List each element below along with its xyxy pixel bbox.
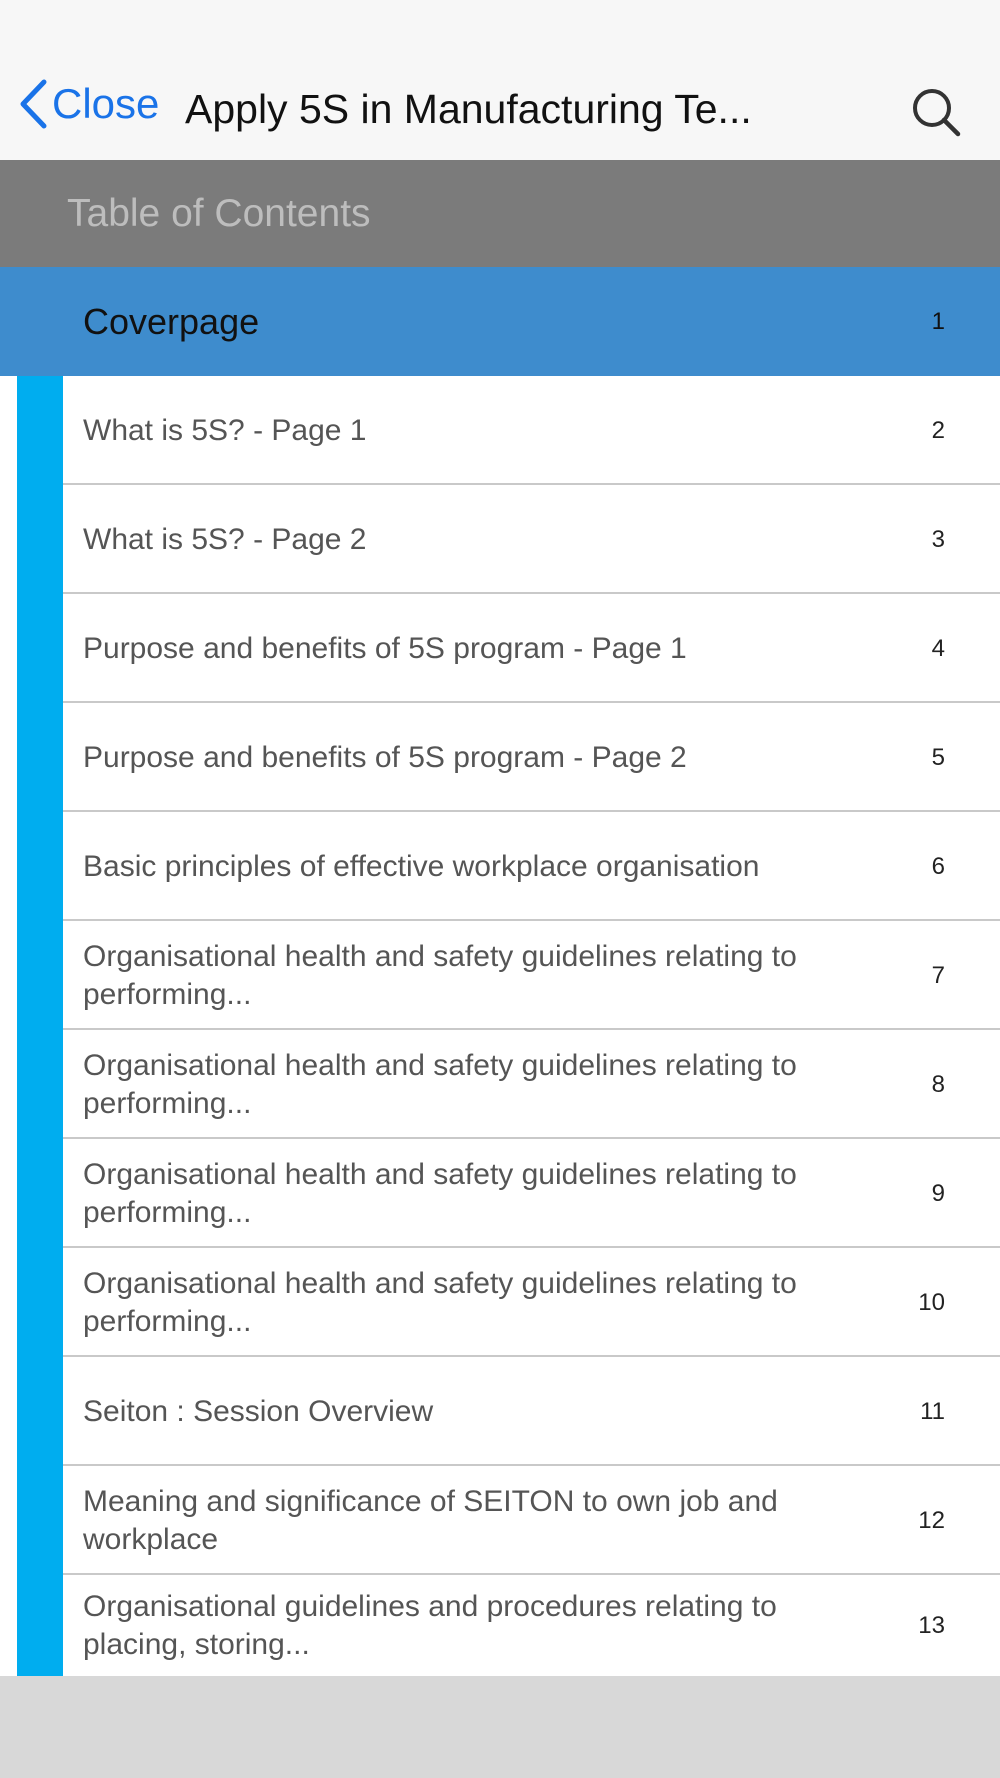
- toc-entry-label: Coverpage: [83, 300, 260, 342]
- toc-entry[interactable]: [0, 1357, 1000, 1466]
- row-marker: [17, 703, 63, 812]
- toc-entry-page: 6: [931, 852, 945, 880]
- toc-entry-label: Organisational health and safety guidelines relating to performing...: [83, 939, 797, 1011]
- toc-entry-label: Meaning and significance of SEITON to own job and workplace: [83, 1484, 778, 1556]
- toc-entry-label: What is 5S? - Page 2: [83, 522, 367, 556]
- toc-entry[interactable]: [0, 1030, 1000, 1139]
- row-marker: [17, 594, 63, 703]
- toc-entry[interactable]: [0, 1466, 1000, 1575]
- toc-entry-page: 1: [931, 307, 945, 335]
- toc-entry-label: Basic principles of effective workplace organisation: [83, 849, 760, 883]
- toc-entry-page: 12: [918, 1506, 945, 1534]
- row-marker: [17, 1139, 63, 1248]
- toc-entry-label: Purpose and benefits of 5S program - Page 1: [83, 631, 687, 665]
- row-marker: [17, 1357, 63, 1466]
- toc-entry[interactable]: [0, 703, 1000, 812]
- toc-entry-label: Seiton : Session Overview: [83, 1394, 434, 1428]
- toc-entry[interactable]: [0, 1248, 1000, 1357]
- toc-entry-page: 8: [931, 1070, 945, 1098]
- toc-entry-page: 2: [931, 416, 945, 444]
- toc-entry-page: 7: [931, 961, 945, 989]
- row-marker: [17, 1248, 63, 1357]
- page-title: Apply 5S in Manufacturing Te...: [185, 86, 752, 132]
- toc-entry-label: Purpose and benefits of 5S program - Page 2: [83, 740, 687, 774]
- row-marker: [17, 1030, 63, 1139]
- toc-entry-label: Organisational health and safety guidelines relating to performing...: [83, 1157, 797, 1229]
- toc-entry-page: 3: [931, 525, 945, 553]
- toc-entry-page: 11: [920, 1397, 945, 1425]
- toc-entry[interactable]: [0, 594, 1000, 703]
- search-button[interactable]: [908, 84, 964, 140]
- row-marker: [17, 485, 63, 594]
- toc-entry[interactable]: [0, 812, 1000, 921]
- navigation-bar: [0, 0, 1000, 160]
- toc-title: Table of Contents: [67, 192, 371, 235]
- row-marker: [17, 921, 63, 1030]
- toc-entry-page: 4: [931, 634, 945, 662]
- close-label: Close: [52, 80, 160, 127]
- toc-entry[interactable]: [0, 1139, 1000, 1248]
- toc-entry-label: Organisational health and safety guidelines relating to performing...: [83, 1266, 797, 1338]
- row-marker: [17, 1466, 63, 1575]
- toc-entry[interactable]: [0, 921, 1000, 1030]
- close-button[interactable]: [18, 76, 159, 132]
- toc-entry-coverpage[interactable]: [0, 267, 1000, 376]
- toc-entry[interactable]: [0, 485, 1000, 594]
- toc-entry[interactable]: [0, 1575, 1000, 1676]
- toc-entry-page: 5: [931, 743, 945, 771]
- toc-entry-page: 9: [931, 1179, 945, 1207]
- toc-entry-label: Organisational guidelines and procedures relating to placing, storing...: [83, 1589, 777, 1661]
- row-marker: [17, 376, 63, 485]
- search-icon: [908, 127, 964, 144]
- chevron-left-icon: [18, 78, 48, 130]
- row-marker: [17, 812, 63, 921]
- table-of-contents-header: [0, 160, 1000, 267]
- toc-entry[interactable]: [0, 376, 1000, 485]
- toc-entry-page: 10: [918, 1288, 945, 1316]
- toc-entry-label: Organisational health and safety guidelines relating to performing...: [83, 1048, 797, 1120]
- toc-entry-label: What is 5S? - Page 1: [83, 413, 367, 447]
- row-marker: [17, 1575, 63, 1676]
- toc-entry-page: 13: [918, 1611, 945, 1639]
